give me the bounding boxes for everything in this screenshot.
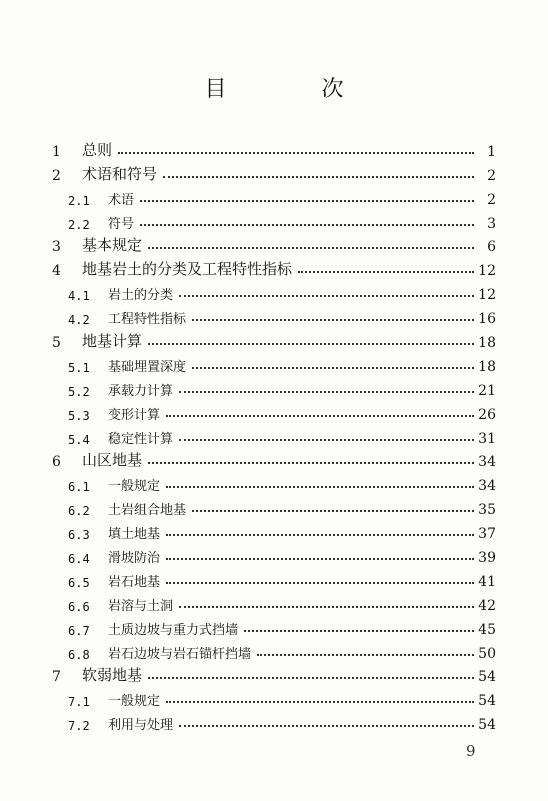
- toc-entry-label: 基本规定: [82, 236, 143, 255]
- toc-leader-dots: [166, 557, 474, 560]
- toc-entry-number: 5.4: [68, 432, 90, 447]
- toc-entry-number: 2.1: [68, 193, 90, 208]
- toc-leader-dots: [179, 438, 474, 441]
- toc-entry-number: 4.2: [68, 313, 90, 328]
- toc-entry[interactable]: [48, 494, 496, 518]
- toc-leader-dots: [179, 390, 474, 393]
- toc-entry[interactable]: [48, 614, 496, 638]
- toc-entry-page: 35: [478, 502, 496, 519]
- toc-entry[interactable]: [48, 255, 496, 279]
- toc-entry[interactable]: [48, 709, 496, 733]
- toc-leader-dots: [140, 223, 474, 226]
- toc-entry-page: 39: [478, 550, 496, 567]
- toc-leader-dots: [244, 629, 474, 632]
- page-number: 9: [466, 742, 476, 760]
- toc-entry[interactable]: [48, 208, 496, 232]
- toc-entry-page: 34: [478, 478, 496, 495]
- toc-entry-label: 总则: [82, 140, 113, 159]
- toc-entry-page: 31: [478, 430, 496, 447]
- toc-leader-dots: [298, 270, 474, 273]
- toc-entry-label: 土岩组合地基: [108, 503, 187, 519]
- toc-entry[interactable]: [48, 423, 496, 447]
- toc-entry-label: 填土地基: [108, 527, 161, 543]
- page-title: 目 次: [204, 77, 388, 102]
- toc-entry-label: 岩石边坡与岩石锚杆挡墙: [108, 646, 252, 662]
- toc-entry-number: 6.6: [68, 599, 90, 614]
- toc-entry-page: 34: [478, 454, 496, 471]
- toc-leader-dots: [166, 533, 474, 536]
- toc-entry-number: 5.2: [68, 384, 90, 399]
- toc-entry-page: 12: [478, 287, 496, 304]
- toc-entry-number: 5.1: [68, 360, 90, 375]
- toc-entry-page: 45: [478, 621, 496, 638]
- toc-leader-dots: [192, 366, 474, 369]
- toc-entry-number: 5.3: [68, 408, 90, 423]
- toc-entry-number: 7: [52, 669, 61, 686]
- toc-entry-label: 符号: [108, 216, 135, 232]
- toc-entry-label: 地基岩土的分类及工程特性指标: [82, 260, 293, 279]
- toc-entry[interactable]: [48, 590, 496, 614]
- toc-entry[interactable]: [48, 447, 496, 471]
- toc-entry-page: 16: [478, 311, 496, 328]
- toc-leader-dots: [192, 509, 474, 512]
- toc-entry-page: 12: [478, 263, 496, 280]
- toc-entry-label: 术语: [108, 192, 135, 208]
- toc-entry-page: 2: [487, 167, 496, 184]
- toc-entry[interactable]: [48, 566, 496, 590]
- toc-entry-label: 稳定性计算: [108, 431, 174, 447]
- toc-entry-page: 50: [478, 645, 496, 662]
- toc-entry[interactable]: [48, 685, 496, 709]
- toc-entry-number: 3: [52, 239, 61, 256]
- toc-entry-label: 工程特性指标: [108, 312, 187, 328]
- toc-leader-dots: [166, 485, 474, 488]
- toc-entry-page: 54: [478, 669, 496, 686]
- toc-entry-label: 利用与处理: [108, 718, 174, 734]
- toc-entry-number: 6: [52, 454, 61, 471]
- toc-leader-dots: [166, 581, 474, 584]
- toc-entry-label: 山区地基: [82, 451, 143, 470]
- toc-entry-label: 变形计算: [108, 407, 161, 423]
- toc-entry-label: 术语和符号: [82, 164, 158, 183]
- toc-leader-dots: [179, 605, 474, 608]
- toc-entry-page: 54: [478, 693, 496, 710]
- toc-entry[interactable]: [48, 542, 496, 566]
- toc-leader-dots: [148, 342, 474, 345]
- toc-entry-number: 7.2: [68, 719, 90, 734]
- toc-entry[interactable]: [48, 351, 496, 375]
- toc-entry-page: 41: [478, 573, 496, 590]
- toc-entry-page: 26: [478, 406, 496, 423]
- toc-entry-number: 6.5: [68, 575, 90, 590]
- toc-entry-page: 18: [478, 335, 496, 352]
- toc-leader-dots: [166, 414, 474, 417]
- toc-entry-label: 岩石地基: [108, 574, 161, 590]
- toc-entry-number: 4.1: [68, 289, 90, 304]
- toc-leader-dots: [148, 461, 474, 464]
- toc-entry-label: 基础埋置深度: [108, 359, 187, 375]
- toc-entry-page: 6: [487, 239, 496, 256]
- toc-entry-page: 54: [478, 717, 496, 734]
- toc-entry-label: 一般规定: [108, 694, 161, 710]
- toc-entry[interactable]: [48, 399, 496, 423]
- toc-leader-dots: [192, 318, 474, 321]
- toc-entry-page: 18: [478, 358, 496, 375]
- toc-entry-number: 6.4: [68, 552, 90, 567]
- toc-leader-dots: [257, 653, 474, 656]
- toc-leader-dots: [148, 246, 474, 249]
- toc-entry-label: 软弱地基: [82, 666, 143, 685]
- toc-entry-number: 6.1: [68, 480, 90, 495]
- toc-entry-number: 2: [52, 167, 61, 184]
- toc-entry-number: 4: [52, 263, 61, 280]
- toc-entry[interactable]: [48, 518, 496, 542]
- toc-entry[interactable]: [48, 470, 496, 494]
- toc-entry-page: 21: [478, 382, 496, 399]
- toc-entry-page: 2: [487, 191, 496, 208]
- toc-entry-page: 1: [487, 143, 496, 160]
- toc-entry[interactable]: [48, 638, 496, 662]
- toc-leader-dots: [179, 724, 474, 727]
- toc-entry-number: 2.2: [68, 217, 90, 232]
- toc-entry-number: 6.8: [68, 647, 90, 662]
- toc-entry[interactable]: [48, 136, 496, 160]
- toc-entry[interactable]: [48, 375, 496, 399]
- toc-leader-dots: [140, 199, 474, 202]
- toc-entry-label: 岩土的分类: [108, 288, 174, 304]
- toc-entry[interactable]: [48, 662, 496, 686]
- toc-entry[interactable]: [48, 327, 496, 351]
- toc-entry-number: 1: [52, 143, 61, 160]
- toc-entry-label: 一般规定: [108, 479, 161, 495]
- toc-entry-label: 土质边坡与重力式挡墙: [108, 622, 239, 638]
- toc-entry[interactable]: [48, 303, 496, 327]
- toc-entry[interactable]: [48, 184, 496, 208]
- toc-leader-dots: [179, 294, 474, 297]
- toc-entry[interactable]: [48, 160, 496, 184]
- toc-entry-number: 6.3: [68, 528, 90, 543]
- toc-entry-number: 6.7: [68, 623, 90, 638]
- toc-entry[interactable]: [48, 279, 496, 303]
- toc-entry-number: 6.2: [68, 504, 90, 519]
- toc-leader-dots: [118, 151, 474, 154]
- toc-entry-number: 7.1: [68, 695, 90, 710]
- toc-leader-dots: [166, 700, 474, 703]
- table-of-contents: [48, 136, 496, 733]
- toc-leader-dots: [163, 175, 474, 178]
- toc-entry-page: 37: [478, 526, 496, 543]
- toc-entry-page: 3: [487, 215, 496, 232]
- toc-entry[interactable]: [48, 232, 496, 256]
- toc-entry-label: 岩溶与土洞: [108, 598, 174, 614]
- toc-entry-page: 42: [478, 597, 496, 614]
- toc-entry-label: 地基计算: [82, 332, 143, 351]
- toc-entry-label: 承载力计算: [108, 383, 174, 399]
- toc-leader-dots: [148, 676, 474, 679]
- toc-entry-label: 滑坡防治: [108, 551, 161, 567]
- toc-entry-number: 5: [52, 335, 61, 352]
